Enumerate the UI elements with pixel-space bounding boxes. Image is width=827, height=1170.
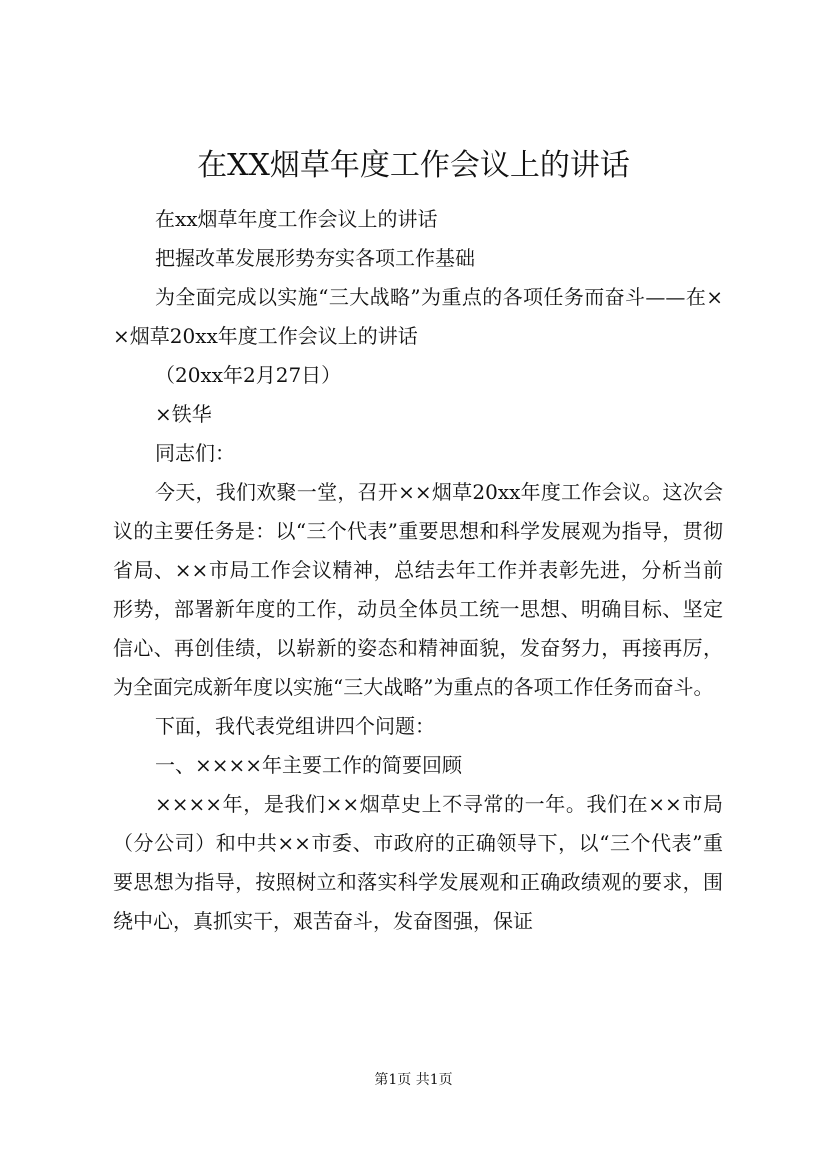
paragraph-opening: 今天，我们欢聚一堂，召开××烟草20xx年度工作会议。这次会议的主要任务是：以“三个代表”重要思想和科学发展观为指导，贯彻省局、××市局工作会议精神，总结去年工作并表彰先进，分析当前形势，部署新年度的工作，动员全体员工统一思想、明确目标、坚定信心、再创佳绩，以崭新的姿态和精神面貌，发奋努力，再接再厉，为全面完成新年度以实施“三大战略”为重点的各项工作任务而奋斗。 <box>113 480 723 699</box>
paragraph-speaker: ×铁华 <box>155 402 212 426</box>
paragraph-review: ××××年，是我们××烟草史上不寻常的一年。我们在××市局（分公司）和中共××市委、市政府的正确领导下，以“三个代表”重要思想为指导，按照树立和落实科学发展观和正确政绩观的要求，围绕中心，真抓实干，艰苦奋斗，发奋图强，保证 <box>113 792 723 933</box>
page-number-footer: 第1页 共1页 <box>374 1072 453 1088</box>
paragraph-date: （20xx年2月27日） <box>155 363 342 387</box>
paragraph-section-heading: 一、××××年主要工作的简要回顾 <box>155 753 463 777</box>
paragraph-heading: 把握改革发展形势夯实各项工作基础 <box>155 246 475 270</box>
paragraph-outline: 下面，我代表党组讲四个问题： <box>155 714 435 738</box>
document-title: 在XX烟草年度工作会议上的讲话 <box>197 148 630 183</box>
paragraph-subtitle: 在xx烟草年度工作会议上的讲话 <box>155 207 438 231</box>
document-body <box>113 200 723 941</box>
paragraph-salutation: 同志们： <box>155 441 235 465</box>
paragraph-speech-title: 为全面完成以实施“三大战略”为重点的各项任务而奋斗——在××烟草20xx年度工作会议上的讲话 <box>113 285 723 348</box>
